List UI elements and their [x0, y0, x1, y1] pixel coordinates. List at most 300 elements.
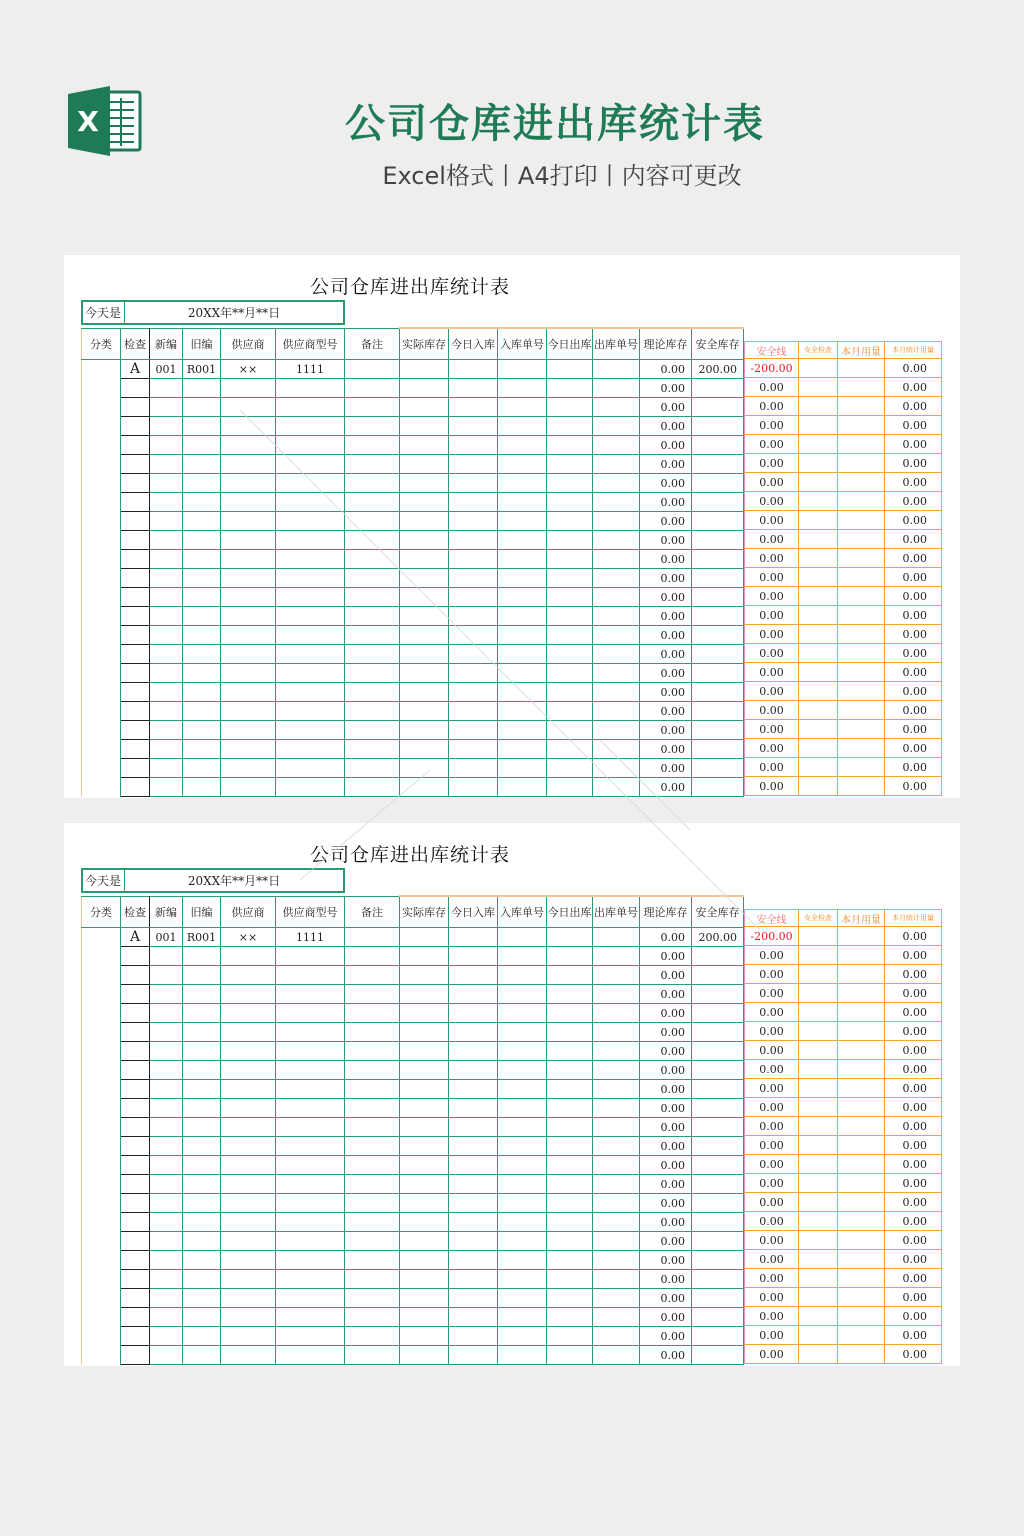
side-cell[interactable]: 0.00 [885, 1136, 942, 1155]
date-value[interactable]: 20XX年**月**日 [187, 874, 281, 888]
table-cell[interactable] [547, 683, 593, 702]
table-cell[interactable] [400, 1175, 449, 1194]
table-cell[interactable] [593, 1194, 640, 1213]
side-cell[interactable] [799, 1193, 838, 1212]
side-cell[interactable] [838, 359, 885, 378]
table-cell[interactable] [345, 436, 400, 455]
table-cell[interactable] [449, 966, 498, 985]
table-cell[interactable] [498, 436, 547, 455]
table-cell[interactable] [183, 1270, 221, 1289]
table-cell[interactable] [547, 531, 593, 550]
table-cell[interactable] [345, 947, 400, 966]
table-cell[interactable] [276, 436, 345, 455]
side-cell[interactable] [838, 1098, 885, 1117]
table-cell[interactable] [498, 474, 547, 493]
table-cell[interactable] [692, 455, 744, 474]
side-cell[interactable] [838, 965, 885, 984]
table-cell[interactable] [221, 966, 276, 985]
table-cell[interactable]: 1111 [276, 928, 345, 947]
side-cell[interactable]: 0.00 [885, 1326, 942, 1345]
table-cell[interactable]: ×× [221, 928, 276, 947]
table-cell[interactable] [593, 512, 640, 531]
table-cell[interactable] [692, 569, 744, 588]
side-cell[interactable]: 0.00 [745, 1212, 799, 1231]
table-cell[interactable] [150, 664, 183, 683]
table-cell[interactable] [449, 1118, 498, 1137]
table-cell[interactable] [449, 759, 498, 778]
table-cell[interactable]: 0.00 [640, 436, 692, 455]
side-cell[interactable] [799, 1288, 838, 1307]
table-cell[interactable] [400, 1042, 449, 1061]
table-cell[interactable] [221, 1137, 276, 1156]
table-cell[interactable] [449, 645, 498, 664]
table-cell[interactable] [121, 966, 150, 985]
table-cell[interactable] [498, 683, 547, 702]
side-cell[interactable]: 0.00 [885, 720, 942, 739]
table-cell[interactable] [82, 740, 121, 759]
table-cell[interactable] [221, 436, 276, 455]
table-cell[interactable] [498, 1004, 547, 1023]
table-cell[interactable]: 0.00 [640, 569, 692, 588]
table-cell[interactable] [593, 702, 640, 721]
table-cell[interactable] [593, 1213, 640, 1232]
table-cell[interactable] [345, 1308, 400, 1327]
side-cell[interactable]: 0.00 [745, 549, 799, 568]
table-cell[interactable] [449, 1270, 498, 1289]
table-cell[interactable] [150, 474, 183, 493]
column-header[interactable]: 实际库存 [400, 896, 449, 928]
side-cell[interactable] [838, 927, 885, 946]
table-cell[interactable] [547, 1118, 593, 1137]
table-cell[interactable] [82, 1289, 121, 1308]
column-header[interactable]: 新编 [150, 896, 183, 928]
table-cell[interactable] [498, 1251, 547, 1270]
table-cell[interactable] [345, 1327, 400, 1346]
table-cell[interactable]: 001 [150, 360, 183, 379]
table-cell[interactable] [276, 683, 345, 702]
side-cell[interactable] [799, 1345, 838, 1364]
table-cell[interactable] [82, 1080, 121, 1099]
side-cell[interactable]: 0.00 [885, 606, 942, 625]
table-cell[interactable] [276, 474, 345, 493]
table-cell[interactable] [692, 626, 744, 645]
table-cell[interactable] [82, 1194, 121, 1213]
side-cell[interactable]: 0.00 [885, 1174, 942, 1193]
table-cell[interactable] [121, 607, 150, 626]
table-cell[interactable] [692, 1137, 744, 1156]
side-cell[interactable] [799, 1174, 838, 1193]
table-cell[interactable] [498, 1213, 547, 1232]
table-cell[interactable] [498, 1023, 547, 1042]
side-cell[interactable]: 0.00 [745, 1098, 799, 1117]
side-cell[interactable]: 0.00 [745, 435, 799, 454]
table-cell[interactable] [449, 398, 498, 417]
table-cell[interactable] [121, 550, 150, 569]
side-cell[interactable]: 0.00 [885, 1288, 942, 1307]
side-cell[interactable] [838, 777, 885, 796]
table-cell[interactable] [276, 588, 345, 607]
side-cell[interactable]: 0.00 [885, 1098, 942, 1117]
table-cell[interactable] [400, 966, 449, 985]
table-cell[interactable] [276, 966, 345, 985]
table-cell[interactable] [400, 947, 449, 966]
table-cell[interactable] [400, 1004, 449, 1023]
table-cell[interactable] [82, 1004, 121, 1023]
table-cell[interactable] [547, 778, 593, 797]
side-cell[interactable]: 0.00 [885, 701, 942, 720]
side-cell[interactable]: 0.00 [885, 1231, 942, 1250]
column-header[interactable]: 分类 [82, 896, 121, 928]
column-header[interactable]: 理论库存 [640, 896, 692, 928]
side-cell[interactable]: 0.00 [885, 511, 942, 530]
side-cell[interactable] [799, 1326, 838, 1345]
table-cell[interactable] [183, 1213, 221, 1232]
side-cell[interactable] [838, 1326, 885, 1345]
table-cell[interactable] [498, 1080, 547, 1099]
table-cell[interactable] [121, 1137, 150, 1156]
table-cell[interactable] [276, 778, 345, 797]
table-cell[interactable] [82, 1175, 121, 1194]
side-cell[interactable]: 0.00 [885, 965, 942, 984]
table-cell[interactable] [82, 512, 121, 531]
table-cell[interactable] [82, 702, 121, 721]
table-cell[interactable] [221, 474, 276, 493]
side-cell[interactable] [838, 946, 885, 965]
table-cell[interactable] [150, 985, 183, 1004]
table-cell[interactable] [221, 759, 276, 778]
side-cell[interactable] [799, 965, 838, 984]
side-cell[interactable]: 0.00 [745, 625, 799, 644]
table-cell[interactable] [221, 550, 276, 569]
table-cell[interactable] [183, 664, 221, 683]
table-cell[interactable]: 0.00 [640, 512, 692, 531]
table-cell[interactable] [449, 550, 498, 569]
table-cell[interactable]: 0.00 [640, 1270, 692, 1289]
table-cell[interactable] [593, 1004, 640, 1023]
table-cell[interactable] [276, 1080, 345, 1099]
table-cell[interactable] [121, 512, 150, 531]
table-cell[interactable] [150, 493, 183, 512]
table-cell[interactable]: R001 [183, 928, 221, 947]
table-cell[interactable] [498, 1346, 547, 1365]
side-cell[interactable] [799, 1098, 838, 1117]
table-cell[interactable] [345, 493, 400, 512]
table-cell[interactable] [692, 607, 744, 626]
side-cell[interactable] [838, 530, 885, 549]
table-cell[interactable] [345, 474, 400, 493]
table-cell[interactable] [692, 1042, 744, 1061]
side-cell[interactable]: -200.00 [745, 927, 799, 946]
table-cell[interactable] [449, 1004, 498, 1023]
side-cell[interactable] [838, 1136, 885, 1155]
table-cell[interactable] [276, 1327, 345, 1346]
table-cell[interactable] [150, 759, 183, 778]
table-cell[interactable] [692, 1118, 744, 1137]
table-cell[interactable] [345, 1061, 400, 1080]
table-cell[interactable] [449, 474, 498, 493]
table-cell[interactable] [692, 1213, 744, 1232]
table-cell[interactable] [692, 740, 744, 759]
side-column-header[interactable]: 本月用量 [838, 910, 885, 927]
table-cell[interactable] [150, 1061, 183, 1080]
table-cell[interactable] [593, 607, 640, 626]
table-cell[interactable] [121, 1080, 150, 1099]
table-cell[interactable] [183, 626, 221, 645]
column-header[interactable]: 检查 [121, 328, 150, 360]
table-cell[interactable] [345, 417, 400, 436]
table-cell[interactable] [692, 1156, 744, 1175]
table-cell[interactable] [150, 702, 183, 721]
table-cell[interactable] [183, 645, 221, 664]
table-cell[interactable] [221, 721, 276, 740]
side-cell[interactable]: 0.00 [745, 1193, 799, 1212]
table-cell[interactable] [449, 1080, 498, 1099]
table-cell[interactable] [121, 1232, 150, 1251]
table-cell[interactable] [276, 1308, 345, 1327]
table-cell[interactable] [121, 1346, 150, 1365]
table-cell[interactable] [400, 664, 449, 683]
table-cell[interactable] [547, 1175, 593, 1194]
table-cell[interactable] [221, 1232, 276, 1251]
table-cell[interactable] [276, 607, 345, 626]
side-cell[interactable] [799, 625, 838, 644]
table-cell[interactable] [547, 1270, 593, 1289]
table-cell[interactable] [82, 966, 121, 985]
table-cell[interactable] [547, 626, 593, 645]
table-cell[interactable] [547, 947, 593, 966]
table-cell[interactable] [183, 1080, 221, 1099]
table-cell[interactable] [121, 1175, 150, 1194]
table-cell[interactable] [498, 1308, 547, 1327]
table-cell[interactable] [221, 512, 276, 531]
table-cell[interactable] [498, 1156, 547, 1175]
table-cell[interactable] [150, 1175, 183, 1194]
table-cell[interactable] [593, 778, 640, 797]
table-cell[interactable] [692, 588, 744, 607]
table-cell[interactable] [449, 928, 498, 947]
table-cell[interactable] [183, 1289, 221, 1308]
table-cell[interactable] [121, 1194, 150, 1213]
table-cell[interactable] [221, 1194, 276, 1213]
table-cell[interactable] [183, 493, 221, 512]
side-cell[interactable]: 0.00 [885, 1117, 942, 1136]
table-cell[interactable] [498, 626, 547, 645]
table-cell[interactable]: 0.00 [640, 985, 692, 1004]
table-cell[interactable] [449, 1213, 498, 1232]
table-cell[interactable] [449, 512, 498, 531]
table-cell[interactable]: 001 [150, 928, 183, 947]
column-header[interactable]: 备注 [345, 328, 400, 360]
table-cell[interactable]: 0.00 [640, 398, 692, 417]
table-cell[interactable] [183, 417, 221, 436]
side-cell[interactable] [799, 530, 838, 549]
table-cell[interactable] [121, 702, 150, 721]
table-cell[interactable] [547, 1004, 593, 1023]
table-cell[interactable] [449, 455, 498, 474]
table-cell[interactable] [692, 721, 744, 740]
table-cell[interactable] [276, 1289, 345, 1308]
column-header[interactable]: 备注 [345, 896, 400, 928]
table-cell[interactable] [345, 512, 400, 531]
side-cell[interactable]: 0.00 [745, 777, 799, 796]
table-cell[interactable] [593, 531, 640, 550]
table-cell[interactable] [150, 1194, 183, 1213]
table-cell[interactable] [547, 702, 593, 721]
side-cell[interactable]: 0.00 [885, 1079, 942, 1098]
table-cell[interactable] [593, 947, 640, 966]
table-cell[interactable] [547, 721, 593, 740]
table-cell[interactable] [82, 455, 121, 474]
table-cell[interactable] [498, 398, 547, 417]
table-cell[interactable] [498, 360, 547, 379]
table-cell[interactable]: 0.00 [640, 1099, 692, 1118]
side-cell[interactable] [838, 397, 885, 416]
column-header[interactable]: 今日出库 [547, 896, 593, 928]
table-cell[interactable]: 0.00 [640, 947, 692, 966]
table-cell[interactable] [121, 664, 150, 683]
table-cell[interactable] [547, 1023, 593, 1042]
table-cell[interactable] [82, 1308, 121, 1327]
table-cell[interactable] [400, 683, 449, 702]
table-cell[interactable] [547, 1232, 593, 1251]
table-cell[interactable] [345, 1289, 400, 1308]
table-cell[interactable] [276, 759, 345, 778]
side-cell[interactable] [799, 720, 838, 739]
table-cell[interactable] [276, 702, 345, 721]
side-cell[interactable] [799, 984, 838, 1003]
table-cell[interactable] [276, 1251, 345, 1270]
side-cell[interactable] [838, 1041, 885, 1060]
side-cell[interactable] [799, 1079, 838, 1098]
table-cell[interactable] [82, 588, 121, 607]
side-cell[interactable] [838, 644, 885, 663]
table-cell[interactable]: 0.00 [640, 493, 692, 512]
table-cell[interactable] [593, 721, 640, 740]
side-column-header[interactable]: 本月统计用量 [885, 910, 942, 927]
column-header[interactable]: 分类 [82, 328, 121, 360]
side-cell[interactable]: 0.00 [885, 397, 942, 416]
side-cell[interactable]: 0.00 [885, 492, 942, 511]
table-cell[interactable] [150, 947, 183, 966]
table-cell[interactable]: 0.00 [640, 1137, 692, 1156]
side-cell[interactable]: 0.00 [885, 378, 942, 397]
table-cell[interactable]: 0.00 [640, 1289, 692, 1308]
table-cell[interactable] [547, 360, 593, 379]
table-cell[interactable] [547, 1194, 593, 1213]
table-cell[interactable] [183, 398, 221, 417]
table-cell[interactable] [449, 569, 498, 588]
table-cell[interactable] [82, 531, 121, 550]
table-cell[interactable] [400, 1346, 449, 1365]
side-cell[interactable] [799, 416, 838, 435]
table-cell[interactable] [276, 645, 345, 664]
side-cell[interactable] [799, 359, 838, 378]
side-cell[interactable]: 0.00 [745, 644, 799, 663]
table-cell[interactable] [82, 607, 121, 626]
table-cell[interactable] [121, 1289, 150, 1308]
table-cell[interactable] [221, 588, 276, 607]
side-cell[interactable]: 0.00 [745, 1250, 799, 1269]
side-cell[interactable] [838, 1250, 885, 1269]
table-cell[interactable] [498, 512, 547, 531]
table-cell[interactable] [221, 683, 276, 702]
column-header[interactable]: 入库单号 [498, 896, 547, 928]
table-cell[interactable]: 0.00 [640, 740, 692, 759]
table-cell[interactable] [593, 360, 640, 379]
table-cell[interactable] [183, 1194, 221, 1213]
table-cell[interactable] [221, 664, 276, 683]
table-cell[interactable] [183, 1251, 221, 1270]
table-cell[interactable] [400, 607, 449, 626]
table-cell[interactable] [183, 474, 221, 493]
table-cell[interactable] [692, 1194, 744, 1213]
side-cell[interactable]: 0.00 [745, 1269, 799, 1288]
table-cell[interactable] [593, 1099, 640, 1118]
table-cell[interactable] [121, 493, 150, 512]
column-header[interactable]: 新编 [150, 328, 183, 360]
table-cell[interactable] [400, 778, 449, 797]
column-header[interactable]: 检查 [121, 896, 150, 928]
table-cell[interactable] [593, 740, 640, 759]
table-cell[interactable] [547, 1346, 593, 1365]
side-cell[interactable]: 0.00 [745, 511, 799, 530]
table-cell[interactable] [276, 569, 345, 588]
side-cell[interactable]: 0.00 [745, 965, 799, 984]
table-cell[interactable] [82, 417, 121, 436]
table-cell[interactable] [400, 1194, 449, 1213]
side-cell[interactable]: 0.00 [745, 663, 799, 682]
table-cell[interactable] [400, 1080, 449, 1099]
table-cell[interactable] [449, 683, 498, 702]
table-cell[interactable] [547, 664, 593, 683]
table-cell[interactable] [82, 1156, 121, 1175]
table-cell[interactable] [183, 512, 221, 531]
table-cell[interactable] [183, 1023, 221, 1042]
table-cell[interactable] [221, 417, 276, 436]
table-cell[interactable] [345, 550, 400, 569]
side-cell[interactable]: 0.00 [885, 739, 942, 758]
table-cell[interactable] [276, 721, 345, 740]
side-cell[interactable]: 0.00 [745, 606, 799, 625]
table-cell[interactable] [276, 531, 345, 550]
column-header[interactable]: 旧编 [183, 896, 221, 928]
table-cell[interactable] [345, 1194, 400, 1213]
table-cell[interactable] [547, 493, 593, 512]
table-cell[interactable] [345, 702, 400, 721]
table-cell[interactable] [183, 1042, 221, 1061]
table-cell[interactable] [276, 398, 345, 417]
table-cell[interactable] [692, 1251, 744, 1270]
table-cell[interactable]: A [121, 360, 150, 379]
column-header[interactable]: 安全库存 [692, 328, 744, 360]
table-cell[interactable]: 0.00 [640, 531, 692, 550]
table-cell[interactable] [221, 531, 276, 550]
table-cell[interactable] [221, 1061, 276, 1080]
side-cell[interactable]: 0.00 [745, 720, 799, 739]
table-cell[interactable] [183, 588, 221, 607]
table-cell[interactable] [692, 778, 744, 797]
table-cell[interactable] [82, 1023, 121, 1042]
table-cell[interactable] [221, 493, 276, 512]
side-cell[interactable] [799, 701, 838, 720]
side-cell[interactable] [799, 758, 838, 777]
side-cell[interactable]: 0.00 [885, 530, 942, 549]
table-cell[interactable] [183, 1004, 221, 1023]
table-cell[interactable] [593, 966, 640, 985]
table-cell[interactable] [345, 721, 400, 740]
table-cell[interactable] [400, 985, 449, 1004]
table-cell[interactable] [498, 1289, 547, 1308]
